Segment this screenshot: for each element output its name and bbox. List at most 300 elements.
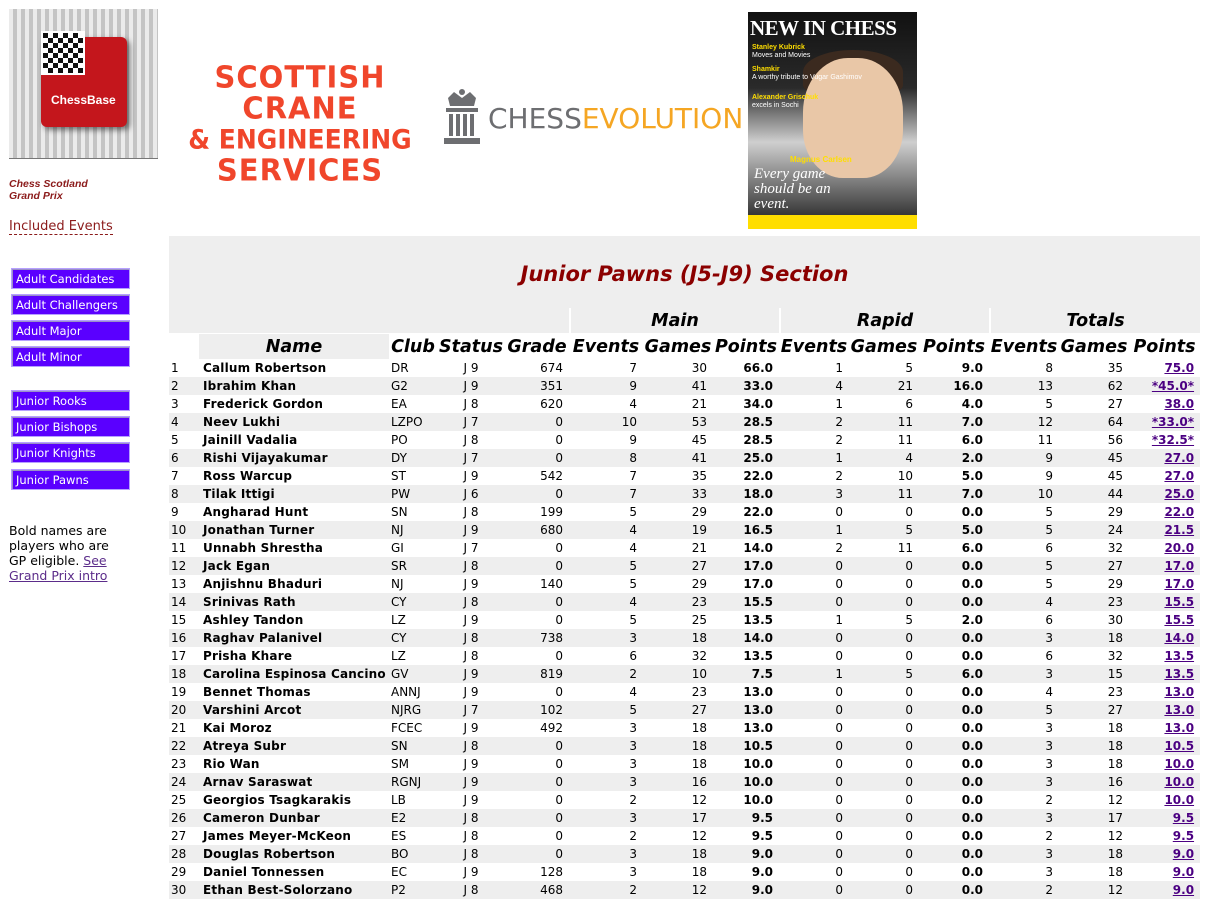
table-row — [169, 791, 1200, 809]
club-code: E2 — [389, 809, 437, 827]
col-total-events: Events — [989, 334, 1059, 359]
total-events: 8 — [989, 359, 1059, 377]
row-position: 7 — [169, 467, 199, 485]
player-name: Carolina Espinosa Cancino — [199, 665, 389, 683]
nav-junior-rooks[interactable]: Junior Rooks — [11, 390, 130, 411]
cover-line-2: Shamkir A worthy tribute to Vugar Gashimov — [752, 66, 862, 81]
club-code: SM — [389, 755, 437, 773]
total-points-link[interactable]: *32.5* — [1151, 433, 1195, 447]
total-points-link[interactable]: 15.5 — [1164, 613, 1195, 627]
player-name: Douglas Robertson — [199, 845, 389, 863]
table-row — [169, 521, 1200, 539]
main-games: 29 — [643, 503, 713, 521]
cover-player-name: Magnus Carlsen — [790, 155, 852, 164]
total-games: 23 — [1059, 683, 1129, 701]
table-row — [169, 359, 1200, 377]
club-code: ANNJ — [389, 683, 437, 701]
rapid-games: 5 — [849, 611, 919, 629]
status: J 9 — [437, 467, 505, 485]
main-games: 19 — [643, 521, 713, 539]
main-events: 7 — [569, 359, 643, 377]
chessbase-logo[interactable] — [9, 9, 158, 159]
total-events: 3 — [989, 845, 1059, 863]
total-points — [1129, 755, 1200, 773]
total-points-link[interactable]: 27.0 — [1164, 451, 1195, 465]
grade: 0 — [505, 611, 569, 629]
main-events: 4 — [569, 521, 643, 539]
total-points — [1129, 647, 1200, 665]
nav-junior-knights[interactable]: Junior Knights — [11, 442, 130, 463]
total-points-link[interactable]: 15.5 — [1164, 595, 1195, 609]
grade: 140 — [505, 575, 569, 593]
status: J 9 — [437, 791, 505, 809]
total-games: 30 — [1059, 611, 1129, 629]
rapid-events: 1 — [779, 665, 849, 683]
new-in-chess-magazine-cover[interactable] — [748, 12, 917, 229]
row-position: 3 — [169, 395, 199, 413]
rapid-points: 0.0 — [919, 845, 989, 863]
rapid-events: 0 — [779, 845, 849, 863]
nav-adult-minor[interactable]: Adult Minor — [11, 346, 130, 367]
status: J 9 — [437, 773, 505, 791]
row-position: 8 — [169, 485, 199, 503]
status: J 9 — [437, 755, 505, 773]
main-points: 34.0 — [713, 395, 779, 413]
rapid-games: 0 — [849, 863, 919, 881]
grade: 0 — [505, 413, 569, 431]
total-points-link[interactable]: 9.0 — [1172, 865, 1195, 879]
main-events: 3 — [569, 773, 643, 791]
section-banner — [169, 236, 1200, 308]
total-points — [1129, 683, 1200, 701]
row-position: 25 — [169, 791, 199, 809]
total-points-link[interactable]: 38.0 — [1164, 397, 1195, 411]
nav-junior-pawns[interactable]: Junior Pawns — [11, 469, 130, 490]
row-position: 1 — [169, 359, 199, 377]
main-events: 9 — [569, 431, 643, 449]
total-points — [1129, 485, 1200, 503]
total-points-link[interactable]: 9.0 — [1172, 883, 1195, 897]
total-points-link[interactable]: 13.5 — [1164, 649, 1195, 663]
total-points — [1129, 377, 1200, 395]
status: J 9 — [437, 683, 505, 701]
crane-logo-line3: & ENGINEERING — [188, 124, 412, 155]
total-points-link[interactable]: 22.0 — [1164, 505, 1195, 519]
total-games: 62 — [1059, 377, 1129, 395]
total-points-link[interactable]: 21.5 — [1164, 523, 1195, 537]
rapid-games: 10 — [849, 467, 919, 485]
rapid-events: 1 — [779, 449, 849, 467]
player-name: Ibrahim Khan — [199, 377, 389, 395]
total-points-link[interactable]: 9.5 — [1172, 811, 1195, 825]
total-points — [1129, 773, 1200, 791]
row-position: 11 — [169, 539, 199, 557]
total-games: 17 — [1059, 809, 1129, 827]
col-rapid-points: Points — [919, 334, 989, 359]
main-games: 12 — [643, 881, 713, 899]
rapid-events: 1 — [779, 521, 849, 539]
row-position: 6 — [169, 449, 199, 467]
rapid-events: 0 — [779, 683, 849, 701]
total-games: 44 — [1059, 485, 1129, 503]
status: J 9 — [437, 521, 505, 539]
main-points: 7.5 — [713, 665, 779, 683]
club-code: GI — [389, 539, 437, 557]
col-rapid-events: Events — [779, 334, 849, 359]
main-points: 33.0 — [713, 377, 779, 395]
rapid-events: 0 — [779, 863, 849, 881]
main-games: 21 — [643, 395, 713, 413]
main-points: 16.5 — [713, 521, 779, 539]
main-events: 5 — [569, 557, 643, 575]
total-points-link[interactable]: 17.0 — [1164, 577, 1195, 591]
rapid-points: 0.0 — [919, 575, 989, 593]
grade: 620 — [505, 395, 569, 413]
nav-junior-bishops[interactable]: Junior Bishops — [11, 416, 130, 437]
table-row — [169, 827, 1200, 845]
club-code: LZ — [389, 611, 437, 629]
table-row — [169, 737, 1200, 755]
total-points-link[interactable]: 27.0 — [1164, 469, 1195, 483]
player-name: Frederick Gordon — [199, 395, 389, 413]
club-code: SR — [389, 557, 437, 575]
player-name: Callum Robertson — [199, 359, 389, 377]
main-games: 16 — [643, 773, 713, 791]
club-code: NJ — [389, 575, 437, 593]
col-grade: Grade — [505, 334, 569, 359]
player-name: Rio Wan — [199, 755, 389, 773]
main-events: 7 — [569, 485, 643, 503]
club-code: PW — [389, 485, 437, 503]
status: J 9 — [437, 665, 505, 683]
rapid-games: 5 — [849, 521, 919, 539]
total-points — [1129, 467, 1200, 485]
main-games: 21 — [643, 539, 713, 557]
player-name: Prisha Khare — [199, 647, 389, 665]
rapid-games: 0 — [849, 773, 919, 791]
total-events: 5 — [989, 557, 1059, 575]
rapid-events: 2 — [779, 431, 849, 449]
rapid-events: 0 — [779, 701, 849, 719]
standings-table — [169, 308, 1200, 899]
main-events: 2 — [569, 665, 643, 683]
rapid-points: 0.0 — [919, 629, 989, 647]
rapid-games: 11 — [849, 539, 919, 557]
main-points: 28.5 — [713, 431, 779, 449]
club-code: NJ — [389, 521, 437, 539]
player-name: Ross Warcup — [199, 467, 389, 485]
rapid-games: 0 — [849, 809, 919, 827]
total-events: 3 — [989, 629, 1059, 647]
status: J 8 — [437, 809, 505, 827]
row-position: 20 — [169, 701, 199, 719]
cover-line-1: Stanley Kubrick Moves and Movies — [752, 44, 811, 59]
total-events: 9 — [989, 467, 1059, 485]
crane-logo-line4: SERVICES — [216, 152, 384, 188]
total-games: 12 — [1059, 827, 1129, 845]
total-games: 23 — [1059, 593, 1129, 611]
club-code: CY — [389, 593, 437, 611]
main-points: 13.5 — [713, 611, 779, 629]
total-events: 3 — [989, 665, 1059, 683]
col-status: Status — [437, 334, 505, 359]
total-points-link[interactable]: 13.0 — [1164, 685, 1195, 699]
total-points — [1129, 863, 1200, 881]
total-points-link[interactable]: 10.0 — [1164, 793, 1195, 807]
rapid-games: 0 — [849, 647, 919, 665]
rapid-events: 1 — [779, 395, 849, 413]
main-games: 27 — [643, 701, 713, 719]
rapid-points: 2.0 — [919, 611, 989, 629]
total-points — [1129, 611, 1200, 629]
total-points-link[interactable]: 14.0 — [1164, 631, 1195, 645]
table-row — [169, 377, 1200, 395]
rapid-points: 0.0 — [919, 593, 989, 611]
total-points — [1129, 827, 1200, 845]
total-games: 18 — [1059, 737, 1129, 755]
total-events: 5 — [989, 521, 1059, 539]
grade: 0 — [505, 485, 569, 503]
club-code: FCEC — [389, 719, 437, 737]
chessevolution-logo — [440, 88, 744, 154]
grade: 199 — [505, 503, 569, 521]
total-points — [1129, 719, 1200, 737]
rapid-events: 1 — [779, 359, 849, 377]
cover-quote: Every game should be an event. — [754, 166, 831, 212]
main-events: 5 — [569, 503, 643, 521]
main-points: 10.5 — [713, 737, 779, 755]
grade: 0 — [505, 791, 569, 809]
main-points: 18.0 — [713, 485, 779, 503]
table-row — [169, 719, 1200, 737]
status: J 9 — [437, 377, 505, 395]
total-events: 3 — [989, 737, 1059, 755]
rapid-points: 16.0 — [919, 377, 989, 395]
rapid-points: 0.0 — [919, 881, 989, 899]
main-points: 13.0 — [713, 701, 779, 719]
rapid-points: 0.0 — [919, 773, 989, 791]
grade: 351 — [505, 377, 569, 395]
total-points-link[interactable]: *33.0* — [1151, 415, 1195, 429]
total-events: 5 — [989, 503, 1059, 521]
main-points: 14.0 — [713, 539, 779, 557]
player-name: Angharad Hunt — [199, 503, 389, 521]
main-events: 9 — [569, 377, 643, 395]
total-points-link[interactable]: *45.0* — [1151, 379, 1195, 393]
rapid-points: 0.0 — [919, 683, 989, 701]
total-points — [1129, 449, 1200, 467]
col-total-points: Points — [1129, 334, 1200, 359]
table-row — [169, 683, 1200, 701]
total-points — [1129, 881, 1200, 899]
table-row — [169, 809, 1200, 827]
status: J 8 — [437, 395, 505, 413]
rapid-events: 1 — [779, 611, 849, 629]
status: J 8 — [437, 647, 505, 665]
status: J 8 — [437, 845, 505, 863]
main-points: 15.5 — [713, 593, 779, 611]
total-games: 56 — [1059, 431, 1129, 449]
table-row — [169, 413, 1200, 431]
rapid-events: 0 — [779, 629, 849, 647]
main-games: 32 — [643, 647, 713, 665]
status: J 9 — [437, 611, 505, 629]
status: J 7 — [437, 539, 505, 557]
main-games: 18 — [643, 719, 713, 737]
total-points — [1129, 431, 1200, 449]
rapid-games: 5 — [849, 359, 919, 377]
main-events: 4 — [569, 593, 643, 611]
rapid-points: 6.0 — [919, 665, 989, 683]
player-name: Rishi Vijayakumar — [199, 449, 389, 467]
club-code: RGNJ — [389, 773, 437, 791]
cover-bottom-strip — [748, 215, 917, 229]
total-points — [1129, 395, 1200, 413]
main-points: 28.5 — [713, 413, 779, 431]
main-games: 18 — [643, 845, 713, 863]
grade: 468 — [505, 881, 569, 899]
club-code: EA — [389, 395, 437, 413]
main-points: 10.0 — [713, 773, 779, 791]
club-code: SN — [389, 737, 437, 755]
row-position: 15 — [169, 611, 199, 629]
rapid-events: 0 — [779, 719, 849, 737]
group-header-main: Main — [569, 308, 779, 334]
rapid-points: 7.0 — [919, 413, 989, 431]
status: J 8 — [437, 737, 505, 755]
chessevo-text-chess: CHESS — [488, 102, 582, 135]
rapid-points: 0.0 — [919, 827, 989, 845]
total-games: 12 — [1059, 881, 1129, 899]
total-points — [1129, 521, 1200, 539]
club-code: PO — [389, 431, 437, 449]
grade: 0 — [505, 845, 569, 863]
grade: 0 — [505, 557, 569, 575]
main-games: 29 — [643, 575, 713, 593]
table-row — [169, 593, 1200, 611]
rapid-games: 4 — [849, 449, 919, 467]
total-points-link[interactable]: 75.0 — [1164, 361, 1195, 375]
rapid-events: 3 — [779, 485, 849, 503]
total-points — [1129, 737, 1200, 755]
total-points-link[interactable]: 10.5 — [1164, 739, 1195, 753]
grade: 680 — [505, 521, 569, 539]
total-points-link[interactable]: 13.5 — [1164, 667, 1195, 681]
rapid-games: 0 — [849, 593, 919, 611]
table-row — [169, 611, 1200, 629]
total-points-link[interactable]: 10.0 — [1164, 757, 1195, 771]
main-games: 45 — [643, 431, 713, 449]
nav-adult-challengers[interactable]: Adult Challengers — [11, 294, 130, 315]
club-code: LZPO — [389, 413, 437, 431]
col-main-events: Events — [569, 334, 643, 359]
nav-adult-major[interactable]: Adult Major — [11, 320, 130, 341]
gp-eligibility-note — [9, 523, 129, 583]
total-points-link[interactable]: 20.0 — [1164, 541, 1195, 555]
total-games: 18 — [1059, 845, 1129, 863]
main-games: 18 — [643, 629, 713, 647]
rapid-events: 0 — [779, 773, 849, 791]
total-points — [1129, 629, 1200, 647]
nav-adult-candidates[interactable]: Adult Candidates — [11, 268, 130, 289]
main-points: 9.0 — [713, 863, 779, 881]
grade: 738 — [505, 629, 569, 647]
rapid-games: 0 — [849, 629, 919, 647]
crane-logo-line2: CRANE — [242, 90, 358, 126]
see-link[interactable]: See — [83, 553, 107, 568]
rapid-points: 9.0 — [919, 359, 989, 377]
table-row — [169, 845, 1200, 863]
total-games: 24 — [1059, 521, 1129, 539]
rapid-points: 0.0 — [919, 719, 989, 737]
player-name: Daniel Tonnessen — [199, 863, 389, 881]
status: J 9 — [437, 863, 505, 881]
row-position: 17 — [169, 647, 199, 665]
rapid-games: 0 — [849, 827, 919, 845]
status: J 8 — [437, 557, 505, 575]
included-events-link[interactable]: Included Events — [9, 219, 113, 234]
rapid-games: 11 — [849, 413, 919, 431]
main-games: 23 — [643, 683, 713, 701]
rapid-games: 0 — [849, 719, 919, 737]
rapid-games: 0 — [849, 575, 919, 593]
grand-prix-intro-link[interactable]: Grand Prix intro — [9, 568, 108, 583]
total-events: 2 — [989, 881, 1059, 899]
rapid-points: 4.0 — [919, 395, 989, 413]
rapid-games: 0 — [849, 755, 919, 773]
total-points-link[interactable]: 17.0 — [1164, 559, 1195, 573]
player-name: Unnabh Shrestha — [199, 539, 389, 557]
total-points-link[interactable]: 13.0 — [1164, 703, 1195, 717]
row-position: 19 — [169, 683, 199, 701]
total-points-link[interactable]: 10.0 — [1164, 775, 1195, 789]
total-points-link[interactable]: 13.0 — [1164, 721, 1195, 735]
total-games: 32 — [1059, 539, 1129, 557]
crane-logo-line1: SCOTTISH — [214, 59, 386, 95]
col-name: Name — [199, 334, 389, 359]
rapid-points: 0.0 — [919, 737, 989, 755]
club-code: BO — [389, 845, 437, 863]
grade: 0 — [505, 431, 569, 449]
total-games: 64 — [1059, 413, 1129, 431]
total-points-link[interactable]: 9.0 — [1172, 847, 1195, 861]
total-points-link[interactable]: 25.0 — [1164, 487, 1195, 501]
main-games: 25 — [643, 611, 713, 629]
table-row — [169, 647, 1200, 665]
main-events: 3 — [569, 863, 643, 881]
total-events: 5 — [989, 701, 1059, 719]
total-events: 6 — [989, 647, 1059, 665]
grade: 128 — [505, 863, 569, 881]
table-row — [169, 575, 1200, 593]
total-events: 3 — [989, 719, 1059, 737]
table-row — [169, 863, 1200, 881]
total-points-link[interactable]: 9.5 — [1172, 829, 1195, 843]
table-row — [169, 557, 1200, 575]
grade: 102 — [505, 701, 569, 719]
rapid-games: 0 — [849, 791, 919, 809]
rapid-games: 11 — [849, 431, 919, 449]
rapid-games: 0 — [849, 701, 919, 719]
player-name: Cameron Dunbar — [199, 809, 389, 827]
main-points: 17.0 — [713, 575, 779, 593]
main-points: 13.5 — [713, 647, 779, 665]
main-points: 13.0 — [713, 719, 779, 737]
total-games: 29 — [1059, 575, 1129, 593]
total-events: 2 — [989, 791, 1059, 809]
row-position: 29 — [169, 863, 199, 881]
player-name: Bennet Thomas — [199, 683, 389, 701]
